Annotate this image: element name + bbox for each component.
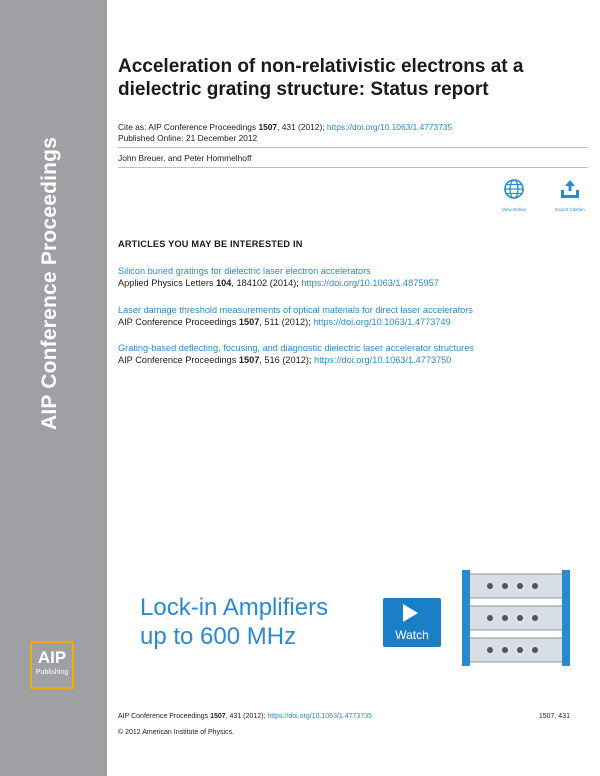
divider xyxy=(118,147,588,148)
logo-text-aip: AIP xyxy=(37,648,67,667)
related-article-citation: AIP Conference Proceedings 1507, 511 (2012); https://doi.org/10.1063/1.4773749 xyxy=(118,317,451,327)
related-article-title[interactable]: Grating-based deflecting, focusing, and diagnostic dielectric laser accelerator structures xyxy=(118,343,474,353)
related-article xyxy=(118,265,588,290)
related-article xyxy=(118,304,588,329)
related-articles-heading: ARTICLES YOU MAY BE INTERESTED IN xyxy=(118,239,303,249)
logo-text-publishing: Publishing xyxy=(35,669,69,676)
view-online-label: View Online xyxy=(502,207,526,212)
journal-name: AIP Conference Proceedings xyxy=(38,136,61,430)
footer-citation: AIP Conference Proceedings 1507, 431 (2012); https://doi.org/10.1063/1.4773735 xyxy=(118,713,373,720)
footer-doi-link[interactable]: https://doi.org/10.1063/1.4773735 xyxy=(267,713,373,720)
watch-label: Watch xyxy=(395,628,429,642)
watch-button[interactable] xyxy=(383,598,441,647)
related-article-title[interactable]: Laser damage threshold measurements of optical materials for direct laser accelerators xyxy=(118,305,473,315)
instrument-image xyxy=(460,566,572,686)
authors: John Breuer, and Peter Hommelhoff xyxy=(118,153,252,163)
export-icon xyxy=(559,178,581,200)
globe-icon xyxy=(503,178,525,200)
copyright: © 2012 American Institute of Physics. xyxy=(118,729,235,736)
export-citation-button[interactable] xyxy=(545,178,595,212)
export-citation-label: Export Citation xyxy=(555,207,585,212)
related-article-title[interactable]: Silicon buried gratings for dielectric laser electron accelerators xyxy=(118,266,371,276)
published-date: Published Online: 21 December 2012 xyxy=(118,133,258,143)
footer-pages: 1507, 431 xyxy=(538,713,570,720)
aip-publishing-logo[interactable] xyxy=(30,641,74,689)
sidebar xyxy=(0,0,107,776)
related-article-citation: Applied Physics Letters 104, 184102 (2014); https://doi.org/10.1063/1.4875957 xyxy=(118,278,439,288)
divider xyxy=(118,167,588,168)
view-online-button[interactable] xyxy=(489,178,539,212)
advertisement-banner[interactable] xyxy=(125,566,575,686)
related-article-doi[interactable]: https://doi.org/10.1063/1.4773750 xyxy=(313,355,452,365)
related-article xyxy=(118,342,588,367)
citation-line: Cite as: AIP Conference Proceedings 1507, 431 (2012); https://doi.org/10.1063/1.4773735 xyxy=(118,122,453,132)
related-article-citation: AIP Conference Proceedings 1507, 516 (2012); https://doi.org/10.1063/1.4773750 xyxy=(118,355,452,365)
related-article-doi[interactable]: https://doi.org/10.1063/1.4875957 xyxy=(301,278,439,288)
play-icon xyxy=(403,604,418,622)
paper-title: Acceleration of non-relativistic electrons at a dielectric grating structure: Status report xyxy=(118,56,524,100)
related-article-doi[interactable]: https://doi.org/10.1063/1.4773749 xyxy=(313,317,451,327)
doi-link[interactable]: https://doi.org/10.1063/1.4773735 xyxy=(326,122,453,132)
ad-headline: Lock-in Amplifiers up to 600 MHz xyxy=(140,594,329,650)
